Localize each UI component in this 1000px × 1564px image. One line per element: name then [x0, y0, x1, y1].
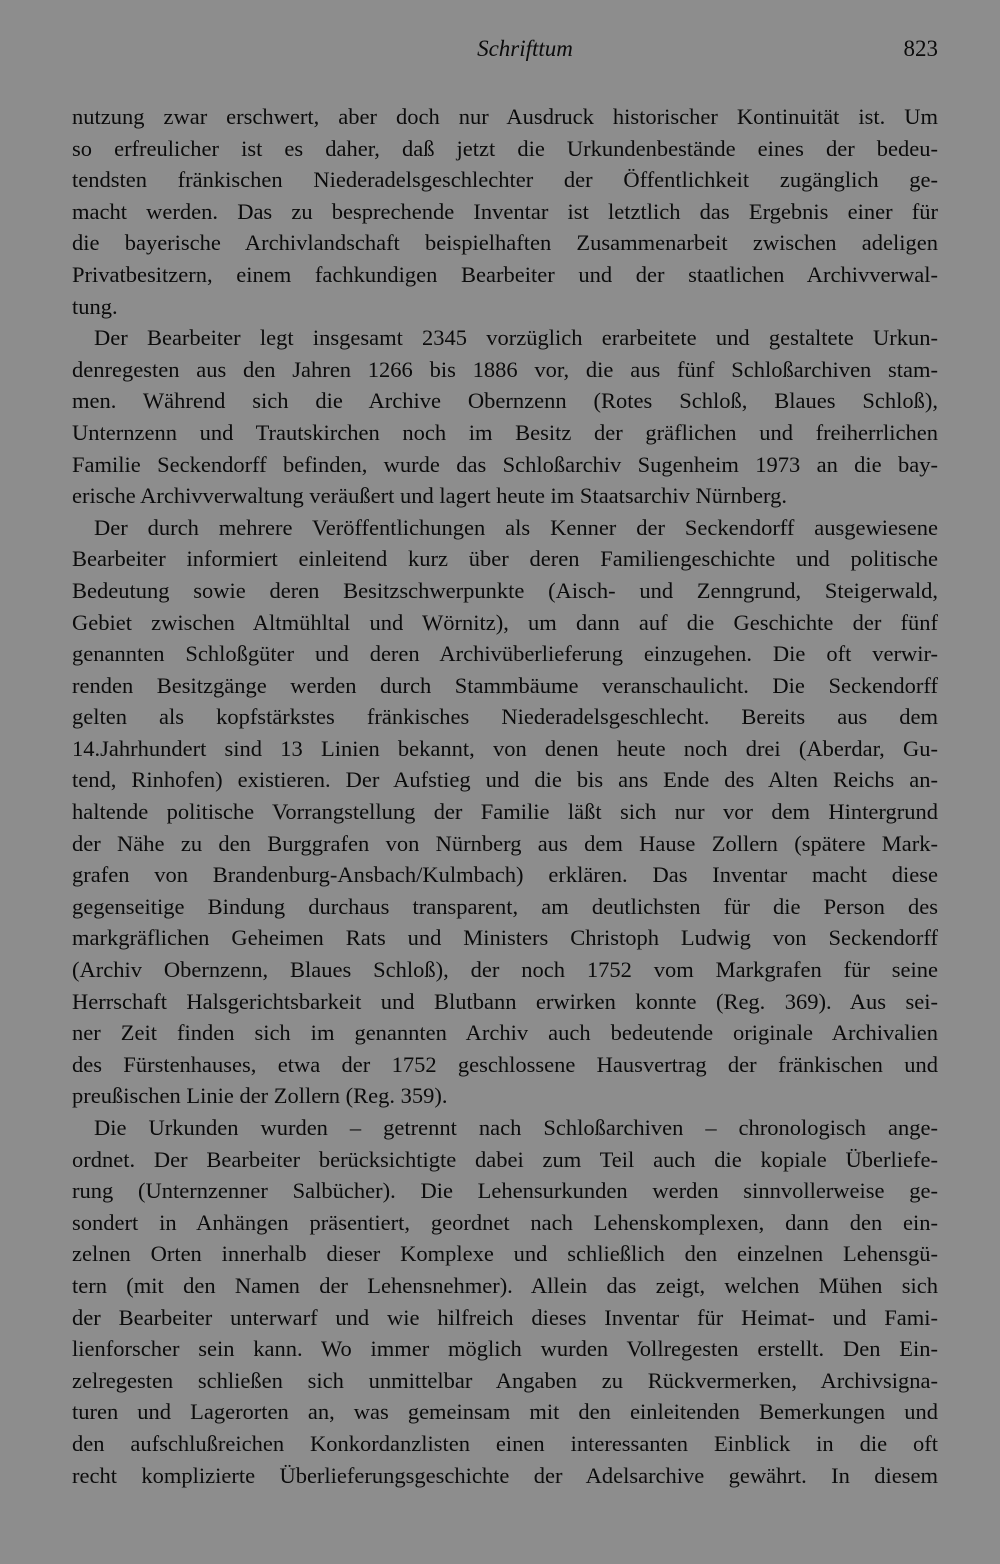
text-line: Der Bearbeiter legt insgesamt 2345 vorzüglich erarbeitete und gestaltete Urkun- — [94, 325, 938, 351]
text-line: zelregesten schließen sich unmittelbar Angaben zu Rückvermerken, Archivsigna- — [72, 1367, 938, 1393]
text-line: Privatbesitzern, einem fachkundigen Bearbeiter und der staatlichen Archivverwal- — [72, 261, 938, 287]
paragraph — [72, 1112, 938, 1491]
page-number: 823 — [903, 36, 938, 61]
text-line: tend, Rinhofen) existieren. Der Aufstieg und die bis ans Ende des Alten Reichs an- — [72, 767, 938, 793]
text-line: Herrschaft Halsgerichtsbarkeit und Blutbann erwirken konnte (Reg. 369). Aus sei- — [72, 988, 938, 1014]
text-line: ner Zeit finden sich im genannten Archiv auch bedeutende originale Archivalien — [72, 1020, 938, 1046]
text-line: gelten als kopfstärkstes fränkisches Niederadelsgeschlecht. Bereits aus dem — [72, 704, 938, 730]
text-line: Familie Seckendorff befinden, wurde das Schloßarchiv Sugenheim 1973 an die bay- — [72, 451, 938, 477]
text-line: Bearbeiter informiert einleitend kurz über deren Familiengeschichte und politische — [72, 546, 938, 572]
text-line: recht komplizierte Überlieferungsgeschichte der Adelsarchive gewährt. In diesem — [72, 1462, 938, 1488]
text-line: des Fürstenhauses, etwa der 1752 geschlossene Hausvertrag der fränkischen und — [72, 1051, 938, 1077]
text-line: markgräflichen Geheimen Rats und Ministers Christoph Ludwig von Seckendorff — [72, 925, 938, 951]
running-head — [72, 34, 938, 66]
text-line: Der durch mehrere Veröffentlichungen als Kenner der Seckendorff ausgewiesene — [94, 514, 938, 540]
paragraph — [72, 101, 938, 322]
text-line: ordnet. Der Bearbeiter berücksichtigte dabei zum Teil auch die kopiale Überliefe- — [72, 1146, 938, 1172]
text-line: nutzung zwar erschwert, aber doch nur Ausdruck historischer Kontinuität ist. Um — [72, 104, 938, 129]
text-line: sondert in Anhängen präsentiert, geordnet nach Lehenskomplexen, dann den ein- — [72, 1209, 938, 1235]
text-line: (Archiv Obernzenn, Blaues Schloß), der noch 1752 vom Markgrafen für seine — [72, 957, 938, 983]
text-line: Unternzenn und Trautskirchen noch im Besitz der gräflichen und freiherrlichen — [72, 419, 938, 445]
text-line: tung. — [72, 293, 118, 319]
running-title: Schrifttum — [477, 36, 573, 61]
body-text — [72, 101, 938, 1491]
text-line: tern (mit den Namen der Lehensnehmer). Allein das zeigt, welchen Mühen sich — [72, 1272, 938, 1298]
text-line: Die Urkunden wurden – getrennt nach Schloßarchiven – chronologisch ange- — [94, 1115, 938, 1140]
text-line: so erfreulicher ist es daher, daß jetzt die Urkundenbestände eines der bedeu- — [72, 135, 938, 161]
text-line: der Bearbeiter unterwarf und wie hilfreich dieses Inventar für Heimat- und Fami- — [72, 1304, 938, 1330]
text-line: erische Archivverwaltung veräußert und lagert heute im Staatsarchiv Nürnberg. — [72, 483, 787, 509]
text-line: 14.Jahrhundert sind 13 Linien bekannt, von denen heute noch drei (Aberdar, Gu- — [72, 735, 938, 761]
text-line: lienforscher sein kann. Wo immer möglich wurden Vollregesten erstellt. Den Ein- — [72, 1336, 938, 1362]
text-line: turen und Lagerorten an, was gemeinsam mit den einleitenden Bemerkungen und — [72, 1399, 938, 1425]
text-line: gegenseitige Bindung durchaus transparent, am deutlichsten für die Person des — [72, 893, 938, 919]
text-line: rung (Unternzenner Salbücher). Die Lehensurkunden werden sinnvollerweise ge- — [72, 1178, 938, 1204]
text-line: zelnen Orten innerhalb dieser Komplexe und schließlich den einzelnen Lehensgü- — [72, 1241, 938, 1267]
text-line: haltende politische Vorrangstellung der Familie läßt sich nur vor dem Hintergrund — [72, 799, 938, 825]
text-line: preußischen Linie der Zollern (Reg. 359). — [72, 1083, 448, 1109]
text-line: grafen von Brandenburg-Ansbach/Kulmbach) erklären. Das Inventar macht diese — [72, 862, 938, 888]
text-line: macht werden. Das zu besprechende Inventar ist letztlich das Ergebnis einer für — [72, 198, 938, 224]
text-line: der Nähe zu den Burggrafen von Nürnberg aus dem Hause Zollern (spätere Mark- — [72, 830, 938, 856]
text-line: Bedeutung sowie deren Besitzschwerpunkte (Aisch- und Zenngrund, Steigerwald, — [72, 577, 938, 603]
text-line: den aufschlußreichen Konkordanzlisten einen interessanten Einblick in die oft — [72, 1430, 938, 1456]
paragraph — [72, 512, 938, 1112]
text-line: Gebiet zwischen Altmühltal und Wörnitz), um dann auf die Geschichte der fünf — [72, 609, 938, 635]
text-line: genannten Schloßgüter und deren Archivüberlieferung einzugehen. Die oft verwir- — [72, 641, 938, 667]
paragraph — [72, 322, 938, 512]
text-line: renden Besitzgänge werden durch Stammbäume veranschaulicht. Die Seckendorff — [72, 672, 938, 698]
text-line: die bayerische Archivlandschaft beispielhaften Zusammenarbeit zwischen adeligen — [72, 230, 938, 256]
text-line: tendsten fränkischen Niederadelsgeschlechter der Öffentlichkeit zugänglich ge- — [72, 167, 938, 193]
text-line: denregesten aus den Jahren 1266 bis 1886 vor, die aus fünf Schloßarchiven stam- — [72, 356, 938, 382]
text-line: men. Während sich die Archive Obernzenn (Rotes Schloß, Blaues Schloß), — [72, 388, 938, 414]
